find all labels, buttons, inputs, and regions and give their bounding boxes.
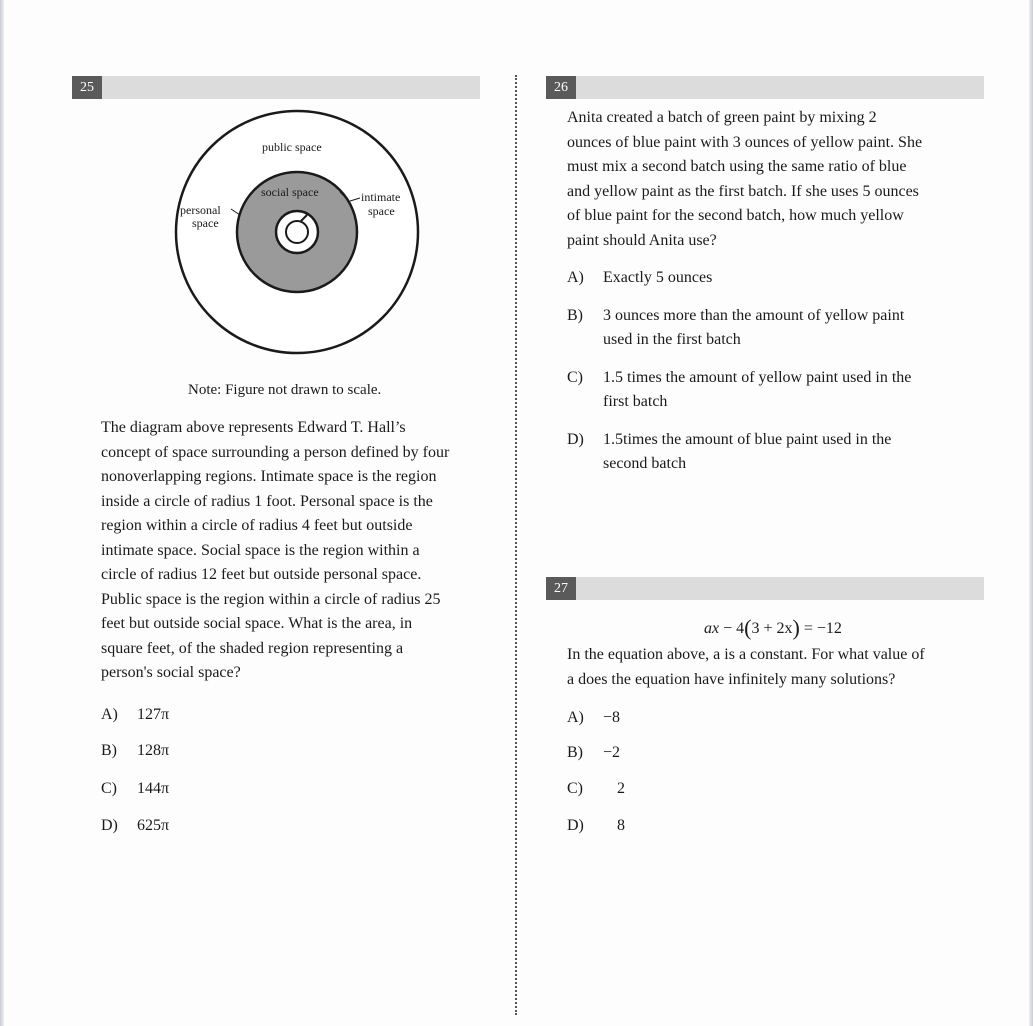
q25-header-bar — [72, 76, 480, 99]
q26-line: of blue paint for the second batch, how much yellow — [567, 207, 904, 224]
page-edge-left — [0, 0, 4, 1026]
q26-choice-b[interactable] — [567, 304, 977, 352]
choice-text-line: used in the first batch — [603, 331, 741, 348]
equation-term: ax — [704, 620, 720, 637]
choice-text — [603, 304, 904, 352]
q26-choice-a[interactable] — [567, 266, 977, 290]
choice-text: 128π — [137, 742, 170, 759]
column-divider — [515, 75, 517, 1015]
choice-label: A) — [101, 706, 118, 723]
q25-line: person's social space? — [101, 664, 241, 681]
q25-line: region within a circle of radius 4 feet but outside — [101, 517, 413, 534]
q25-line: feet but outside social space. What is the area, in — [101, 615, 413, 632]
q25-line: nonoverlapping regions. Intimate space is the region — [101, 468, 437, 485]
choice-label: B) — [567, 744, 583, 761]
equation-paren: ( — [744, 615, 752, 640]
q26-line: and yellow paint as the first batch. If she uses 5 ounces — [567, 182, 919, 200]
choice-text-line: Exactly 5 ounces — [603, 269, 713, 286]
choice-text-line: 1.5times the amount of blue paint used in the — [603, 431, 892, 448]
q25-line: concept of space surrounding a person defined by four — [101, 443, 450, 461]
q26-line: must mix a second batch using the same ratio of blue — [567, 158, 907, 175]
q26-question-text — [567, 106, 977, 253]
label-intimate-line2: space — [368, 204, 395, 218]
choice-label: D) — [567, 431, 584, 448]
choice-text: 8 — [617, 817, 625, 834]
hall-space-diagram — [160, 105, 440, 365]
choice-label: A) — [567, 709, 584, 726]
label-social-space: social space — [261, 185, 319, 199]
q25-line: circle of radius 12 feet but outside personal space. — [101, 566, 422, 583]
q27-choice-a[interactable] — [567, 706, 767, 730]
label-intimate-line1: intimate — [361, 190, 401, 204]
q27-equation — [704, 615, 842, 641]
q27-choice-b[interactable] — [567, 741, 767, 765]
q25-choice-d[interactable] — [101, 814, 301, 838]
q26-choice-c[interactable] — [567, 366, 977, 414]
choice-text-line: first batch — [603, 393, 668, 410]
q27-line: In the equation above, a is a constant. For what value of — [567, 646, 925, 663]
q26-line: ounces of blue paint with 3 ounces of yellow paint. She — [567, 133, 923, 151]
choice-label: C) — [101, 780, 117, 797]
choice-label: B) — [101, 742, 117, 759]
q26-line: paint should Anita use? — [567, 231, 717, 249]
page-edge-right — [1029, 0, 1033, 1026]
choice-label: D) — [101, 817, 118, 834]
q25-line: The diagram above represents Edward T. Hall’s — [101, 419, 406, 436]
choice-text: 127π — [137, 706, 170, 723]
q27-choice-d[interactable] — [567, 814, 767, 838]
choice-label: C) — [567, 780, 583, 797]
choice-text: 625π — [137, 817, 170, 834]
choice-text — [603, 266, 712, 290]
q25-line: Public space is the region within a circle of radius 25 — [101, 590, 441, 608]
q25-question-text — [101, 416, 511, 686]
choice-text-line: second batch — [603, 455, 687, 472]
equation-term: 3 + 2x — [751, 620, 793, 637]
q27-question-text — [567, 643, 987, 692]
q27-number: 27 — [546, 577, 576, 600]
intimate-space-circle — [286, 221, 308, 243]
choice-text — [603, 366, 911, 414]
q25-number: 25 — [72, 76, 102, 99]
q25-figure-note: Note: Figure not drawn to scale. — [188, 382, 382, 398]
label-public-space: public space — [262, 140, 322, 154]
q25-choice-c[interactable] — [101, 777, 301, 801]
label-personal-line1: personal — [180, 203, 221, 217]
equation-term: − 4 — [719, 620, 745, 637]
choice-text: 2 — [617, 780, 625, 797]
choice-text-line: 1.5 times the amount of yellow paint used in the — [603, 369, 912, 386]
q25-line: inside a circle of radius 1 foot. Personal space is the — [101, 492, 433, 510]
label-personal-line2: space — [192, 216, 219, 230]
q27-choice-c[interactable] — [567, 777, 767, 801]
choice-label: C) — [567, 369, 583, 386]
q25-line: intimate space. Social space is the region within a — [101, 541, 420, 559]
choice-text: 144π — [137, 780, 170, 797]
choice-label: B) — [567, 307, 583, 324]
q25-line: square feet, of the shaded region representing a — [101, 639, 404, 657]
q26-choice-d[interactable] — [567, 428, 977, 476]
equation-paren: ) — [792, 615, 800, 640]
equation-term: = −12 — [799, 620, 842, 637]
q27-line: a does the equation have infinitely many solutions? — [567, 670, 896, 688]
q26-line: Anita created a batch of green paint by mixing 2 — [567, 109, 877, 126]
q26-number: 26 — [546, 76, 576, 99]
choice-label: A) — [567, 269, 584, 286]
q27-header-bar — [546, 577, 984, 600]
q25-choice-b[interactable] — [101, 739, 301, 763]
choice-text: −8 — [603, 709, 621, 726]
q26-header-bar — [546, 76, 984, 99]
choice-text-line: 3 ounces more than the amount of yellow paint — [603, 307, 905, 324]
choice-label: D) — [567, 817, 584, 834]
choice-text: −2 — [603, 744, 621, 761]
choice-text — [603, 428, 891, 476]
q25-choice-a[interactable] — [101, 703, 301, 727]
